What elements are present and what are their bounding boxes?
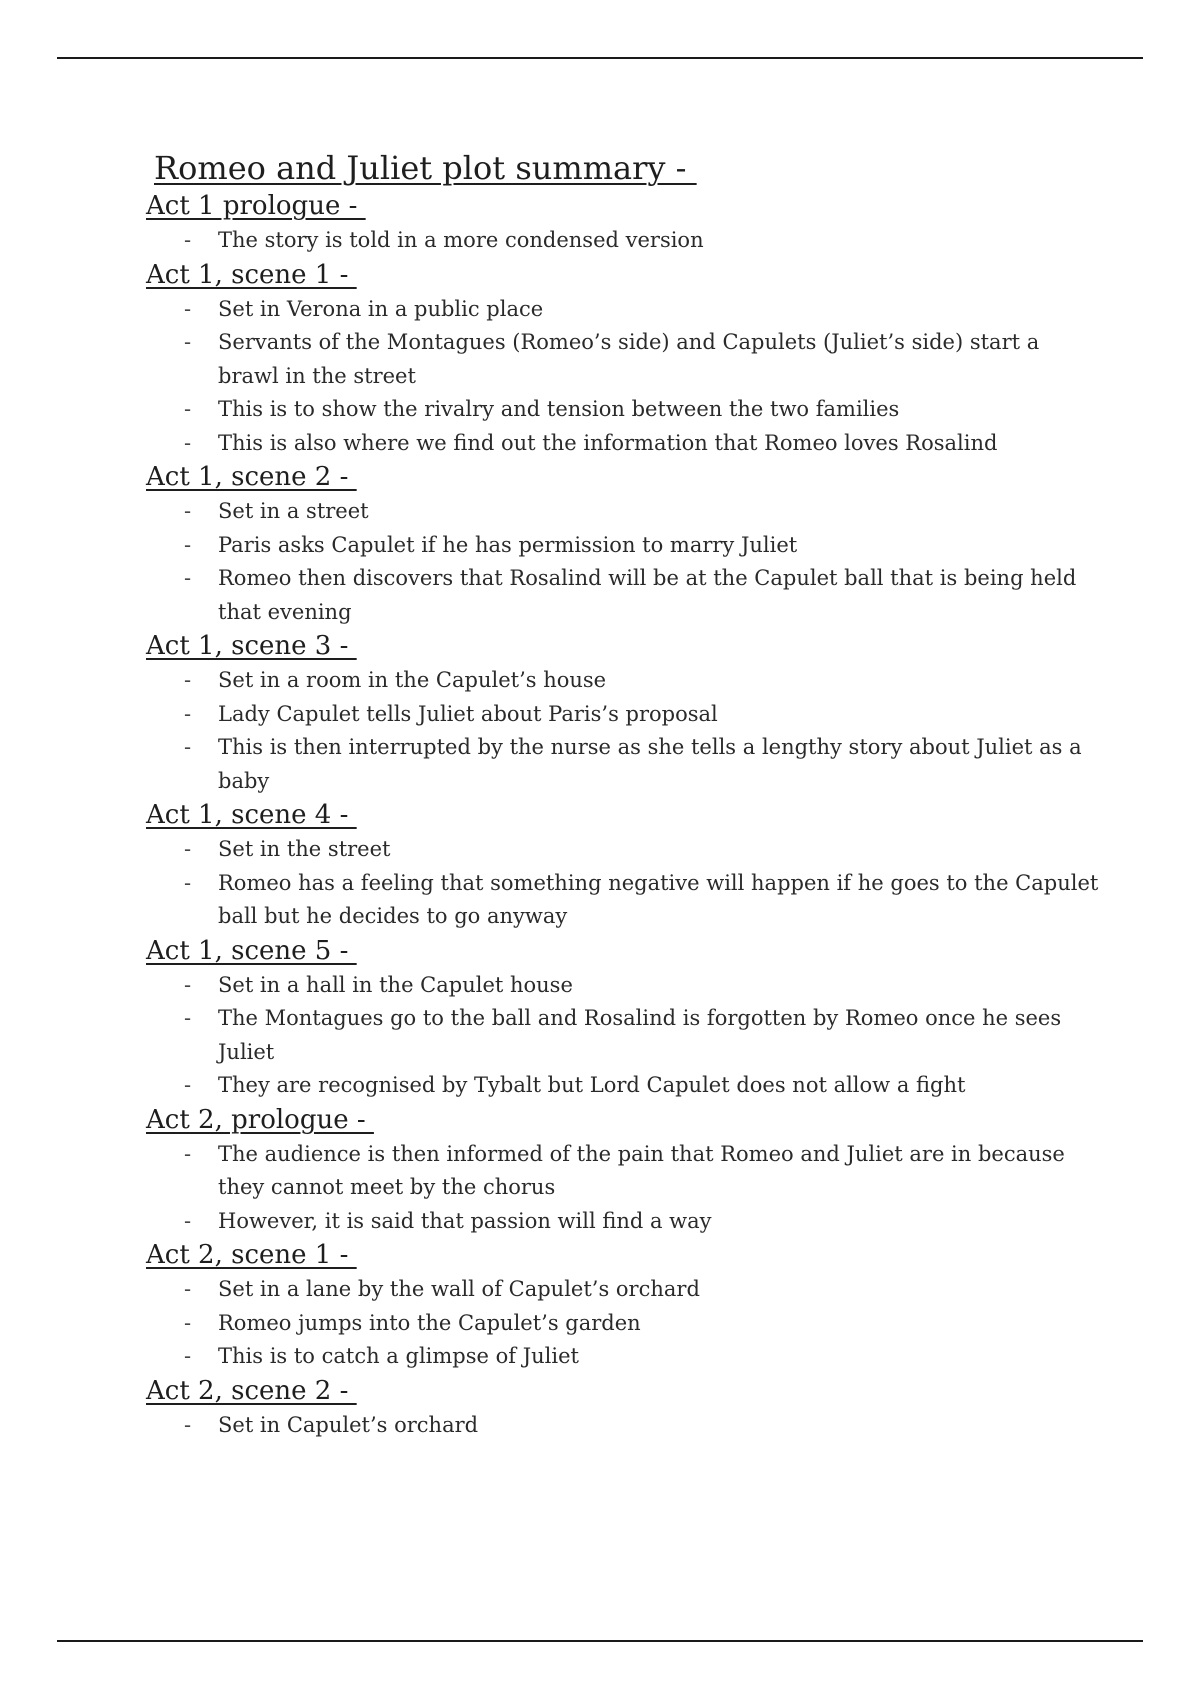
dash-bullet-icon: - — [184, 1208, 192, 1233]
dash-bullet-icon: - — [184, 735, 192, 759]
section-heading: Act 1, scene 5 - — [146, 935, 357, 966]
bullet-text: The story is told in a more condensed version — [218, 228, 704, 252]
bullet-text: Set in a hall in the Capulet house — [218, 972, 573, 997]
list-item — [146, 867, 1106, 934]
list-item — [146, 1273, 1106, 1307]
bullet-text: This is then interrupted by the nurse as she tells a lengthy story about Juliet as a baby — [218, 735, 1082, 793]
list-item — [146, 1069, 1106, 1103]
bullet-text: Set in a street — [218, 499, 369, 523]
list-item — [146, 1307, 1106, 1341]
dash-bullet-icon: - — [184, 1141, 192, 1166]
bullet-text: Set in a room in the Capulet’s house — [218, 668, 607, 692]
section-heading: Act 1, scene 2 - — [146, 462, 357, 492]
section — [146, 630, 1106, 798]
bullet-text: However, it is said that passion will find a way — [218, 1208, 712, 1233]
section-heading: Act 1, scene 3 - — [146, 631, 357, 661]
dash-bullet-icon: - — [184, 430, 192, 455]
bullet-list — [146, 969, 1106, 1103]
list-item — [146, 1409, 1106, 1443]
section-heading: Act 2, scene 2 - — [146, 1375, 357, 1406]
bullet-text: Set in Verona in a public place — [218, 296, 544, 321]
section — [146, 461, 1106, 629]
dash-bullet-icon: - — [184, 532, 192, 557]
list-item — [146, 698, 1106, 732]
bullet-text: Romeo jumps into the Capulet’s garden — [218, 1310, 641, 1335]
section — [146, 1239, 1106, 1374]
dash-bullet-icon: - — [184, 499, 192, 523]
bottom-rule — [57, 1640, 1143, 1642]
bullet-text: This is to catch a glimpse of Juliet — [218, 1344, 579, 1368]
section-heading: Act 1, scene 1 - — [146, 259, 357, 290]
bullet-text: Set in Capulet’s orchard — [218, 1412, 479, 1437]
list-item — [146, 224, 1106, 258]
list-item — [146, 427, 1106, 461]
section — [146, 190, 1106, 258]
section — [146, 1104, 1106, 1239]
list-item — [146, 562, 1106, 629]
dash-bullet-icon: - — [184, 1344, 192, 1368]
dash-bullet-icon: - — [184, 1412, 192, 1437]
bullet-list — [146, 833, 1106, 934]
list-item — [146, 293, 1106, 327]
dash-bullet-icon: - — [184, 296, 192, 321]
section-heading: Act 1, scene 4 - — [146, 800, 357, 830]
bullet-text: Lady Capulet tells Juliet about Paris’s proposal — [218, 701, 718, 726]
dash-bullet-icon: - — [184, 1277, 192, 1301]
list-item — [146, 495, 1106, 529]
bullet-text: The Montagues go to the ball and Rosalind is forgotten by Romeo once he sees Juliet — [218, 1006, 1062, 1064]
dash-bullet-icon: - — [184, 701, 192, 726]
list-item — [146, 731, 1106, 798]
bullet-list — [146, 1273, 1106, 1374]
list-item — [146, 833, 1106, 867]
sections-container — [146, 190, 1106, 1442]
bullet-text: Romeo then discovers that Rosalind will be at the Capulet ball that is being held that evening — [218, 566, 1077, 624]
list-item — [146, 664, 1106, 698]
dash-bullet-icon: - — [184, 972, 192, 997]
dash-bullet-icon: - — [184, 330, 192, 354]
list-item — [146, 393, 1106, 427]
bullet-list — [146, 1409, 1106, 1443]
section — [146, 935, 1106, 1103]
section — [146, 1375, 1106, 1443]
bullet-list — [146, 293, 1106, 461]
section-heading: Act 2, scene 1 - — [146, 1240, 357, 1270]
section-heading: Act 2, prologue - — [146, 1104, 374, 1135]
bullet-text: They are recognised by Tybalt but Lord Capulet does not allow a fight — [218, 1073, 966, 1097]
bullet-list — [146, 1138, 1106, 1239]
bullet-text: The audience is then informed of the pain that Romeo and Juliet are in because they cannot meet by the chorus — [218, 1141, 1065, 1199]
dash-bullet-icon: - — [184, 1073, 192, 1097]
bullet-text: This is to show the rivalry and tension between the two families — [218, 397, 900, 421]
document-body — [146, 146, 1106, 1443]
bullet-text: Set in a lane by the wall of Capulet’s orchard — [218, 1277, 700, 1301]
dash-bullet-icon: - — [184, 566, 192, 590]
list-item — [146, 969, 1106, 1003]
bullet-list — [146, 495, 1106, 629]
list-item — [146, 529, 1106, 563]
bullet-text: Set in the street — [218, 837, 391, 861]
document-title: Romeo and Juliet plot summary - — [154, 149, 697, 187]
list-item — [146, 1138, 1106, 1205]
dash-bullet-icon: - — [184, 1310, 192, 1335]
bullet-list — [146, 664, 1106, 798]
dash-bullet-icon: - — [184, 228, 192, 252]
list-item — [146, 1205, 1106, 1239]
bullet-text: Romeo has a feeling that something negative will happen if he goes to the Capulet ball but he decides to go anyway — [218, 870, 1099, 928]
list-item — [146, 1002, 1106, 1069]
bullet-text: This is also where we find out the information that Romeo loves Rosalind — [218, 430, 998, 455]
bullet-text: Servants of the Montagues (Romeo’s side) and Capulets (Juliet’s side) start a brawl in the street — [218, 330, 1040, 388]
dash-bullet-icon: - — [184, 397, 192, 421]
section — [146, 799, 1106, 934]
dash-bullet-icon: - — [184, 1006, 192, 1030]
bullet-list — [146, 224, 1106, 258]
section — [146, 259, 1106, 461]
list-item — [146, 1340, 1106, 1374]
bullet-text: Paris asks Capulet if he has permission to marry Juliet — [218, 532, 798, 557]
dash-bullet-icon: - — [184, 668, 192, 692]
dash-bullet-icon: - — [184, 837, 192, 861]
dash-bullet-icon: - — [184, 870, 192, 895]
section-heading: Act 1 prologue - — [146, 191, 366, 221]
top-rule — [57, 57, 1143, 59]
list-item — [146, 326, 1106, 393]
